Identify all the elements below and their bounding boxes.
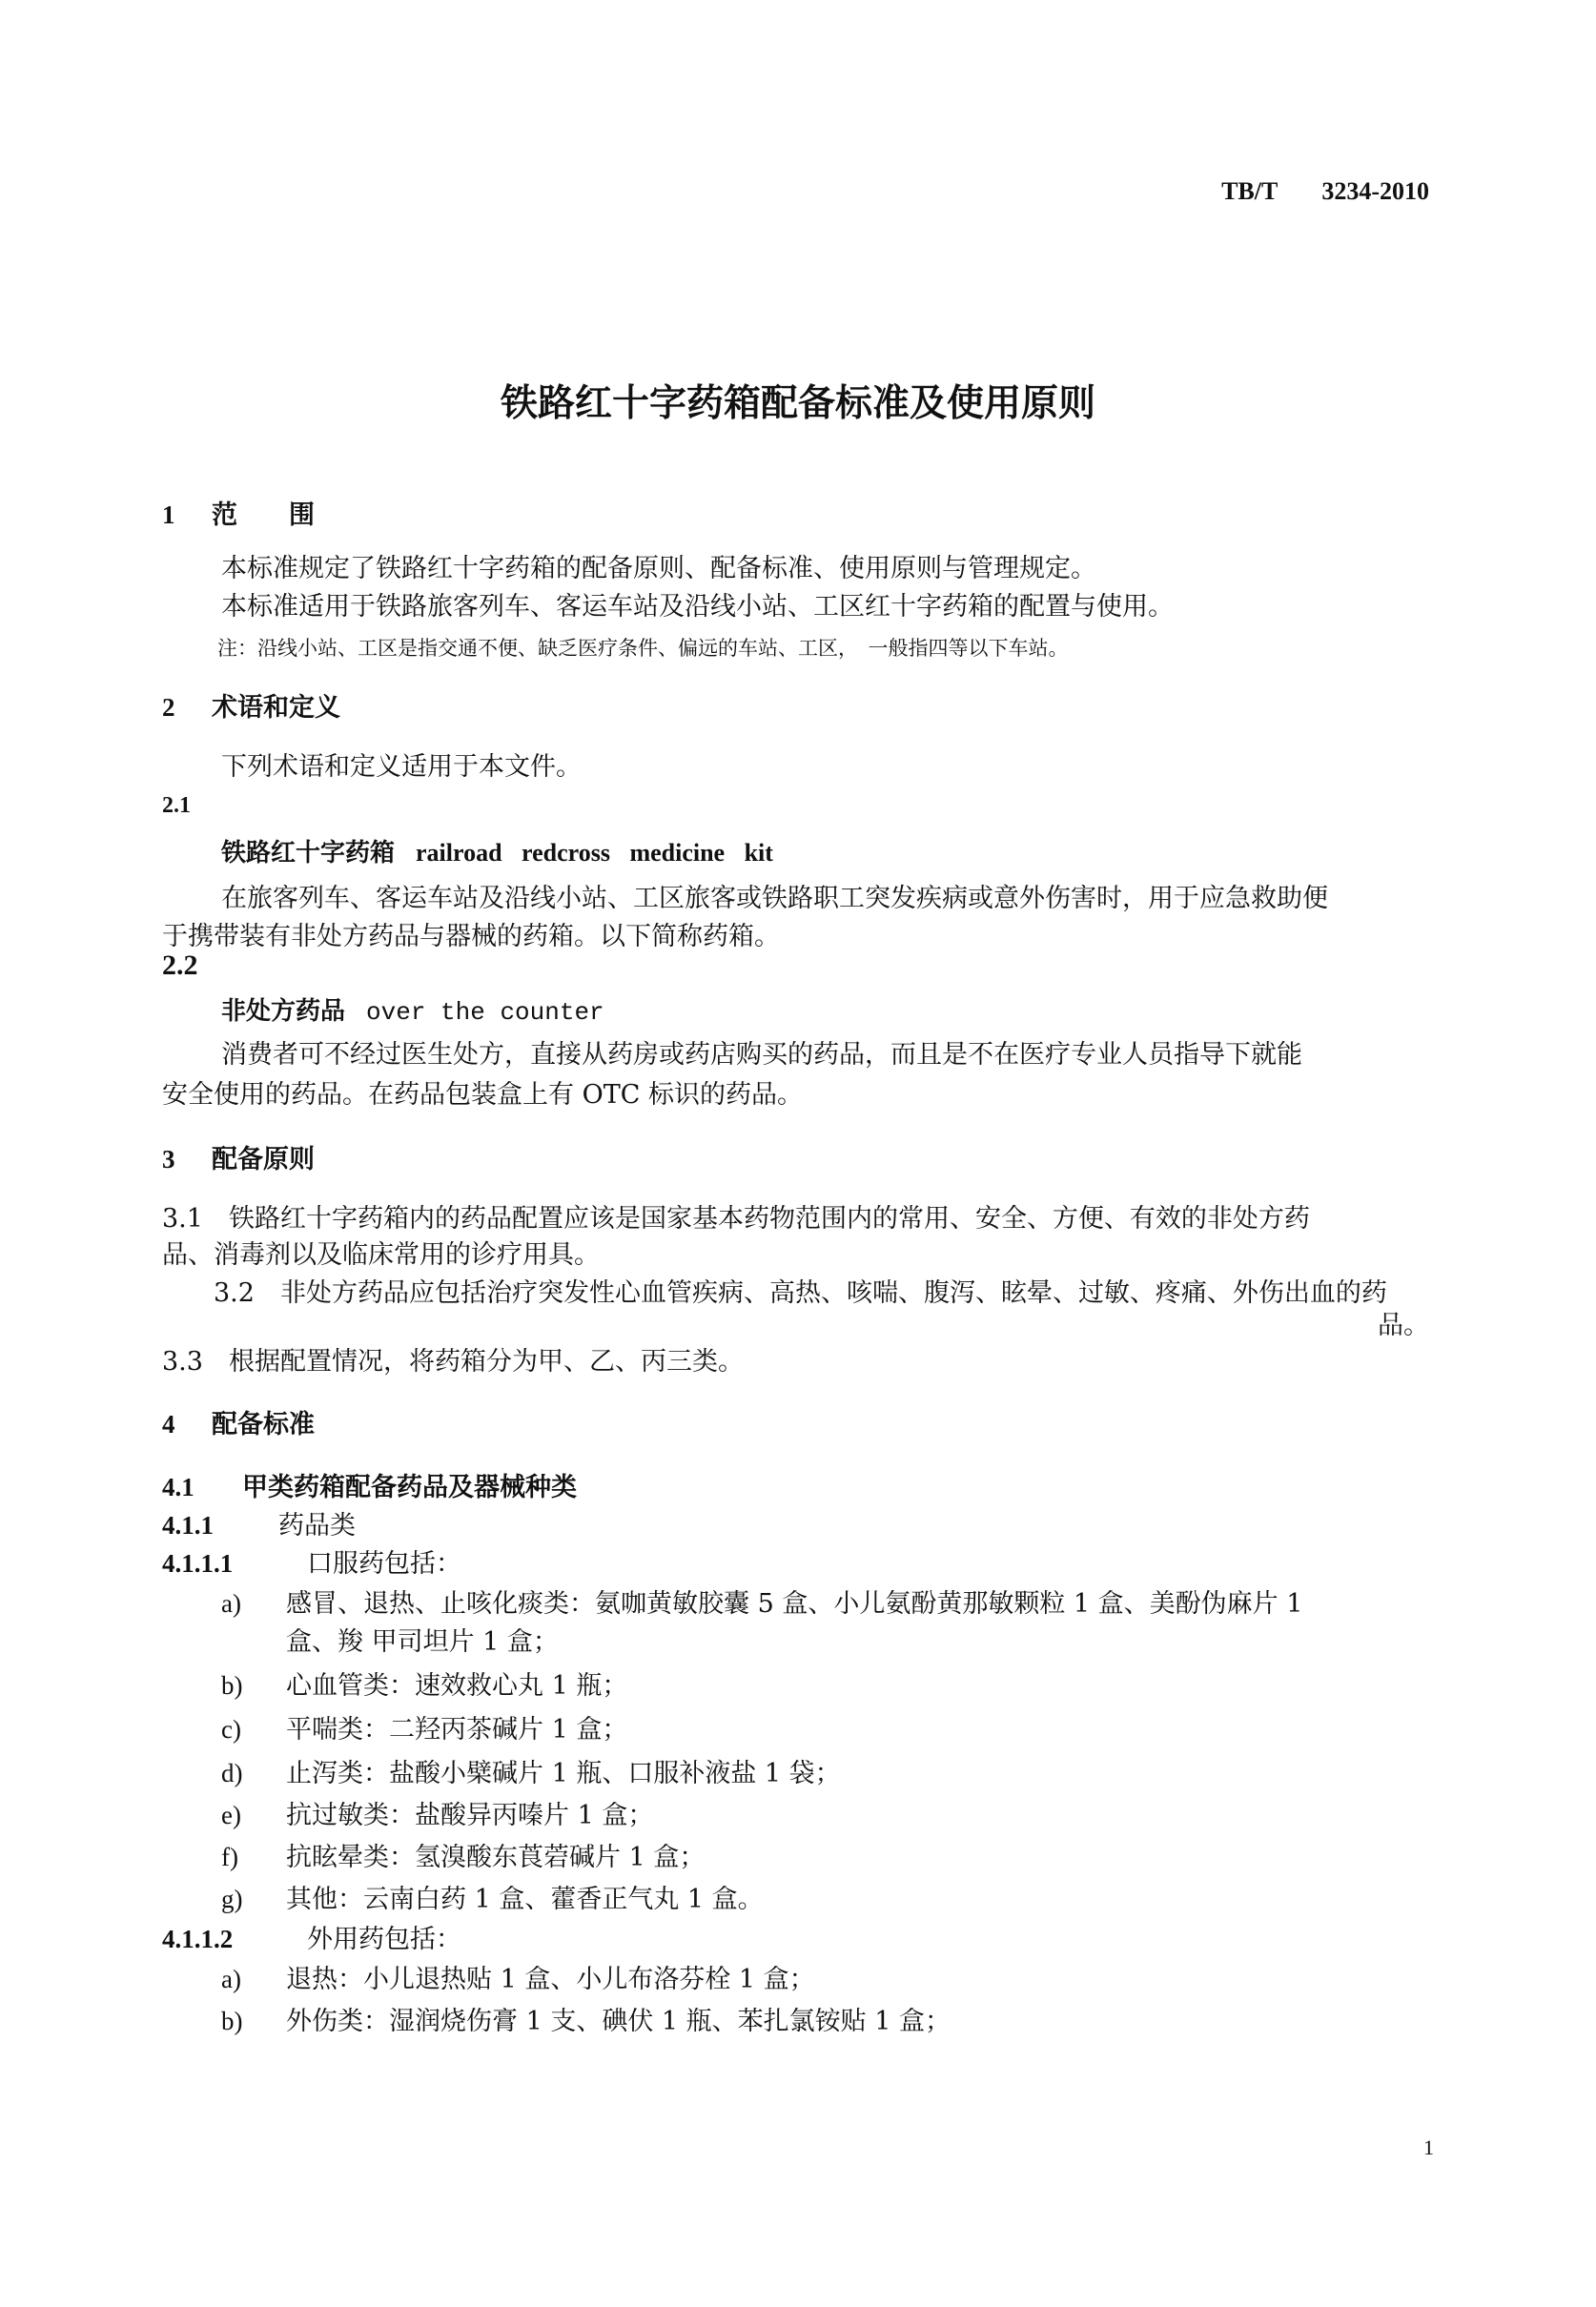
- paragraph: 下列术语和定义适用于本文件。: [221, 752, 582, 782]
- list-text: 平喘类：二羟丙茶碱片 1 盒；: [286, 1715, 628, 1745]
- section-number: 1: [162, 500, 175, 529]
- list-text: 感冒、退热、止咳化痰类：氨咖黄敏胶囊 5 盒、小儿氨酚黄那敏颗粒 1 盒、美酚伪麻片 1: [286, 1589, 1303, 1619]
- clause: 3.1 铁路红十字药箱内的药品配置应该是国家基本药物范围内的常用、安全、方便、有效的非处方药: [162, 1204, 1310, 1234]
- note: 注：沿线小站、工区是指交通不便、缺乏医疗条件、偏远的车站、工区， 一般指四等以下车站。: [217, 637, 1069, 660]
- subsection-number: 4.1.1.1: [162, 1549, 234, 1578]
- list-text: 抗过敏类：盐酸异丙嗪片 1 盒；: [286, 1801, 654, 1830]
- section-3-heading: [162, 1138, 315, 1175]
- section-title: 配备原则: [212, 1145, 315, 1174]
- list-item: [221, 1752, 841, 1789]
- list-marker: b): [221, 2007, 243, 2035]
- standard-number: 3234-2010: [1321, 177, 1429, 205]
- list-item: [221, 1878, 764, 1915]
- subsection-number: 4.1.1: [162, 1511, 214, 1540]
- subsection-heading: [162, 1918, 461, 1955]
- clause: 3.3 根据配置情况，将药箱分为甲、乙、丙三类。: [162, 1347, 744, 1377]
- term-zh: 非处方药品: [221, 997, 346, 1026]
- standard-code: [1221, 177, 1429, 206]
- list-text: 心血管类：速效救心丸 1 瓶；: [286, 1671, 628, 1701]
- clause: 品。: [1378, 1311, 1429, 1340]
- section-title: 术语和定义: [212, 693, 340, 723]
- definition-term: [221, 833, 773, 868]
- subsection-heading: [162, 1466, 577, 1503]
- clause: 3.2 非处方药品应包括治疗突发性心血管疾病、高热、咳喘、腹泻、眩晕、过敏、疼痛、外伤出血的药: [214, 1278, 1387, 1308]
- list-item: [221, 1958, 815, 1995]
- list-marker: a): [221, 1965, 241, 1993]
- list-item: [221, 1794, 653, 1831]
- section-title: 范 围: [212, 500, 315, 530]
- section-number: 3: [162, 1145, 175, 1174]
- list-text: 退热：小儿退热贴 1 盒、小儿布洛芬栓 1 盒；: [286, 1965, 815, 1994]
- subsection-heading: [162, 1504, 356, 1541]
- section-number: 4: [162, 1410, 175, 1439]
- paragraph: 安全使用的药品。在药品包装盒上有 OTC 标识的药品。: [162, 1080, 803, 1110]
- list-item: [221, 1708, 627, 1746]
- subsection-title: 药品类: [278, 1511, 356, 1541]
- list-marker: e): [221, 1801, 241, 1829]
- page-title: 铁路红十字药箱配备标准及使用原则: [500, 382, 1095, 425]
- definition-number: 2.1: [162, 793, 191, 818]
- standard-prefix: TB/T: [1221, 177, 1279, 205]
- definition-number: 2.2: [162, 949, 198, 981]
- term-en: over the counter: [366, 998, 604, 1027]
- paragraph: 于携带装有非处方药品与器械的药箱。以下简称药箱。: [162, 922, 780, 951]
- list-text: 止泻类：盐酸小檗碱片 1 瓶、口服补液盐 1 袋；: [286, 1759, 841, 1788]
- subsection-title: 外用药包括：: [307, 1925, 461, 1954]
- term-zh: 铁路红十字药箱: [221, 839, 396, 868]
- paragraph: 本标准规定了铁路红十字药箱的配备原则、配备标准、使用原则与管理规定。: [221, 554, 1096, 583]
- list-marker: a): [221, 1589, 241, 1618]
- definition-term: [221, 991, 604, 1027]
- section-number: 2: [162, 693, 175, 722]
- list-marker: g): [221, 1885, 243, 1913]
- list-text: 其他：云南白药 1 盒、藿香正气丸 1 盒。: [286, 1885, 764, 1914]
- subsection-heading: [162, 1542, 461, 1580]
- subsection-title: 口服药包括：: [307, 1549, 461, 1579]
- list-marker: c): [221, 1715, 241, 1744]
- paragraph: 本标准适用于铁路旅客列车、客运车站及沿线小站、工区红十字药箱的配置与使用。: [221, 592, 1174, 622]
- page-number: 1: [1423, 2135, 1434, 2159]
- list-marker: f): [221, 1843, 238, 1871]
- paragraph: 在旅客列车、客运车站及沿线小站、工区旅客或铁路职工突发疾病或意外伤害时，用于应急救助便: [221, 884, 1328, 913]
- subsection-number: 4.1: [162, 1473, 194, 1501]
- list-item: [221, 1582, 1302, 1620]
- list-item-continuation: 盒、羧 甲司坦片 1 盒；: [286, 1627, 559, 1657]
- section-2-heading: [162, 686, 340, 724]
- list-marker: d): [221, 1759, 243, 1787]
- list-item: [221, 1836, 705, 1873]
- list-marker: b): [221, 1671, 243, 1700]
- subsection-number: 4.1.1.2: [162, 1925, 234, 1953]
- clause: 品、消毒剂以及临床常用的诊疗用具。: [162, 1240, 600, 1270]
- section-1-heading: [162, 494, 315, 531]
- term-en: railroad redcross medicine kit: [416, 839, 773, 867]
- section-4-heading: [162, 1403, 315, 1440]
- list-item: [221, 1664, 627, 1702]
- list-text: 外伤类：湿润烧伤膏 1 支、碘伏 1 瓶、苯扎氯铵贴 1 盒；: [286, 2007, 951, 2036]
- section-title: 配备标准: [212, 1410, 315, 1439]
- subsection-title: 甲类药箱配备药品及器械种类: [242, 1473, 577, 1502]
- list-item: [221, 2000, 951, 2037]
- paragraph: 消费者可不经过医生处方，直接从药房或药店购买的药品，而且是不在医疗专业人员指导下就能: [221, 1040, 1302, 1070]
- list-text: 抗眩晕类：氢溴酸东莨菪碱片 1 盒；: [286, 1843, 706, 1872]
